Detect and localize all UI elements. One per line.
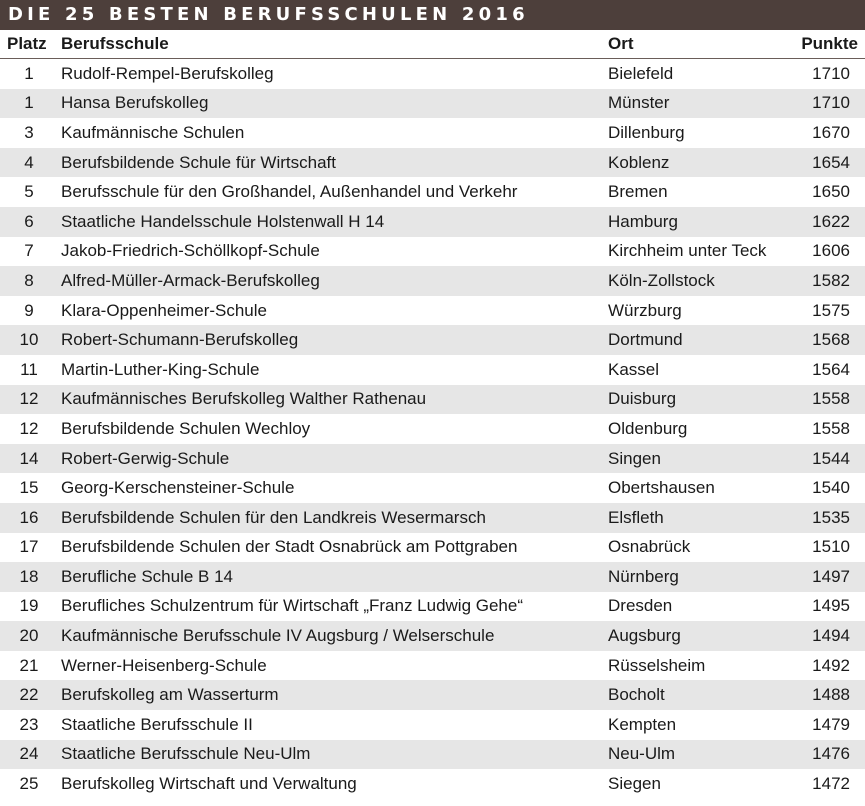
cell-punkte: 1544 [812, 448, 850, 468]
cell-berufsschule: Klara-Oppenheimer-Schule [61, 300, 267, 320]
cell-berufsschule: Robert-Gerwig-Schule [61, 448, 230, 468]
table-row [0, 414, 865, 444]
cell-ort: Würzburg [608, 300, 682, 320]
table-row [0, 533, 865, 563]
cell-ort: Rüsselsheim [608, 655, 706, 675]
header-berufsschule: Berufsschule [61, 34, 169, 53]
cell-ort: Kassel [608, 359, 660, 379]
cell-punkte: 1670 [812, 122, 850, 142]
table-row [0, 148, 865, 178]
cell-punkte: 1492 [812, 655, 850, 675]
table-row [0, 118, 865, 148]
cell-berufsschule: Berufsbildende Schulen Wechloy [61, 418, 311, 438]
header-punkte: Punkte [801, 34, 858, 53]
cell-ort: Bremen [608, 182, 668, 202]
table-row [0, 325, 865, 355]
cell-punkte: 1494 [812, 626, 850, 646]
cell-punkte: 1650 [812, 182, 850, 202]
cell-ort: Osnabrück [608, 537, 691, 557]
cell-ort: Duisburg [608, 389, 677, 409]
table-row [0, 444, 865, 474]
cell-punkte: 1488 [812, 685, 850, 705]
table-row [0, 355, 865, 385]
cell-ort: Nürnberg [608, 566, 679, 586]
cell-platz: 5 [24, 182, 34, 202]
table-row [0, 562, 865, 592]
cell-platz: 1 [24, 93, 34, 113]
cell-platz: 20 [19, 626, 39, 646]
cell-punkte: 1479 [812, 714, 850, 734]
cell-punkte: 1540 [812, 478, 850, 498]
cell-punkte: 1575 [812, 300, 850, 320]
cell-platz: 15 [19, 478, 39, 498]
header-ort: Ort [608, 34, 634, 53]
cell-punkte: 1558 [812, 418, 850, 438]
cell-ort: Köln-Zollstock [608, 270, 715, 290]
table-row [0, 592, 865, 622]
cell-platz: 21 [19, 655, 39, 675]
table-row [0, 621, 865, 651]
table-row [0, 385, 865, 415]
cell-ort: Bocholt [608, 685, 665, 705]
cell-platz: 12 [19, 418, 39, 438]
cell-ort: Hamburg [608, 211, 678, 231]
cell-platz: 17 [19, 537, 39, 557]
cell-berufsschule: Berufliche Schule B 14 [61, 566, 233, 586]
cell-platz: 12 [19, 389, 39, 409]
cell-berufsschule: Berufsbildende Schule für Wirtschaft [61, 152, 336, 172]
cell-punkte: 1622 [812, 211, 850, 231]
cell-ort: Singen [608, 448, 661, 468]
table-row [0, 651, 865, 681]
table-row [0, 266, 865, 296]
cell-ort: Dillenburg [608, 122, 685, 142]
cell-berufsschule: Alfred-Müller-Armack-Berufskolleg [61, 270, 320, 290]
cell-punkte: 1582 [812, 270, 850, 290]
cell-platz: 24 [19, 744, 39, 764]
table-row [0, 680, 865, 710]
cell-punkte: 1535 [812, 507, 850, 527]
cell-berufsschule: Staatliche Berufsschule Neu-Ulm [61, 744, 311, 764]
cell-ort: Oldenburg [608, 418, 688, 438]
cell-berufsschule: Berufskolleg am Wasserturm [61, 685, 279, 705]
table-row [0, 710, 865, 740]
cell-platz: 25 [19, 774, 39, 794]
cell-ort: Kempten [608, 714, 677, 734]
cell-ort: Augsburg [608, 626, 681, 646]
cell-platz: 16 [19, 507, 39, 527]
cell-ort: Koblenz [608, 152, 670, 172]
cell-platz: 1 [24, 63, 34, 83]
cell-ort: Neu-Ulm [608, 744, 676, 764]
cell-punkte: 1654 [812, 152, 850, 172]
cell-berufsschule: Werner-Heisenberg-Schule [61, 655, 267, 675]
table-row [0, 89, 865, 119]
cell-punkte: 1710 [812, 63, 850, 83]
cell-platz: 6 [24, 211, 34, 231]
table-row [0, 237, 865, 267]
table-row [0, 503, 865, 533]
cell-berufsschule: Berufliches Schulzentrum für Wirtschaft „Franz Ludwig Gehe“ [61, 596, 524, 616]
table-row [0, 207, 865, 237]
cell-punkte: 1564 [812, 359, 850, 379]
table-row [0, 769, 865, 799]
cell-berufsschule: Berufsbildende Schulen für den Landkreis Wesermarsch [61, 507, 486, 527]
cell-punkte: 1710 [812, 93, 850, 113]
cell-platz: 18 [19, 566, 39, 586]
table-row [0, 296, 865, 326]
cell-platz: 11 [20, 359, 38, 379]
cell-berufsschule: Kaufmännisches Berufskolleg Walther Rathenau [61, 389, 427, 409]
cell-punkte: 1472 [812, 774, 850, 794]
table-row [0, 740, 865, 770]
cell-platz: 14 [19, 448, 39, 468]
cell-berufsschule: Rudolf-Rempel-Berufskolleg [61, 63, 274, 83]
cell-ort: Münster [608, 93, 670, 113]
cell-platz: 8 [24, 270, 34, 290]
cell-platz: 3 [24, 122, 34, 142]
cell-berufsschule: Kaufmännische Berufsschule IV Augsburg / Welserschule [61, 626, 495, 646]
cell-berufsschule: Staatliche Handelsschule Holstenwall H 14 [61, 211, 385, 231]
cell-ort: Dresden [608, 596, 673, 616]
cell-platz: 7 [24, 241, 34, 261]
table-row [0, 177, 865, 207]
cell-platz: 22 [19, 685, 39, 705]
table-header [0, 30, 865, 59]
cell-ort: Dortmund [608, 330, 683, 350]
cell-berufsschule: Robert-Schumann-Berufskolleg [61, 330, 299, 350]
cell-platz: 9 [24, 300, 34, 320]
header-platz: Platz [7, 34, 47, 53]
cell-punkte: 1497 [812, 566, 850, 586]
cell-berufsschule: Georg-Kerschensteiner-Schule [61, 478, 295, 498]
cell-platz: 10 [19, 330, 39, 350]
cell-punkte: 1476 [812, 744, 850, 764]
cell-berufsschule: Kaufmännische Schulen [61, 122, 245, 142]
table-title: DIE 25 BESTEN BERUFSSCHULEN 2016 [0, 0, 865, 30]
cell-ort: Elsfleth [608, 507, 664, 527]
cell-platz: 23 [19, 714, 39, 734]
cell-berufsschule: Hansa Berufskolleg [61, 93, 209, 113]
cell-ort: Kirchheim unter Teck [608, 241, 767, 261]
cell-berufsschule: Staatliche Berufsschule II [61, 714, 253, 734]
cell-punkte: 1510 [812, 537, 850, 557]
table-body [0, 59, 865, 799]
cell-platz: 19 [19, 596, 39, 616]
cell-berufsschule: Berufsbildende Schulen der Stadt Osnabrück am Pottgraben [61, 537, 518, 557]
table-row [0, 473, 865, 503]
cell-punkte: 1568 [812, 330, 850, 350]
cell-berufsschule: Martin-Luther-King-Schule [61, 359, 260, 379]
cell-berufsschule: Berufsschule für den Großhandel, Außenhandel und Verkehr [61, 182, 518, 202]
cell-punkte: 1495 [812, 596, 850, 616]
cell-berufsschule: Jakob-Friedrich-Schöllkopf-Schule [61, 241, 320, 261]
cell-ort: Obertshausen [608, 478, 715, 498]
cell-punkte: 1558 [812, 389, 850, 409]
cell-platz: 4 [24, 152, 34, 172]
cell-berufsschule: Berufskolleg Wirtschaft und Verwaltung [61, 774, 357, 794]
cell-punkte: 1606 [812, 241, 850, 261]
table-row [0, 59, 865, 89]
cell-ort: Siegen [608, 774, 661, 794]
cell-ort: Bielefeld [608, 63, 674, 83]
